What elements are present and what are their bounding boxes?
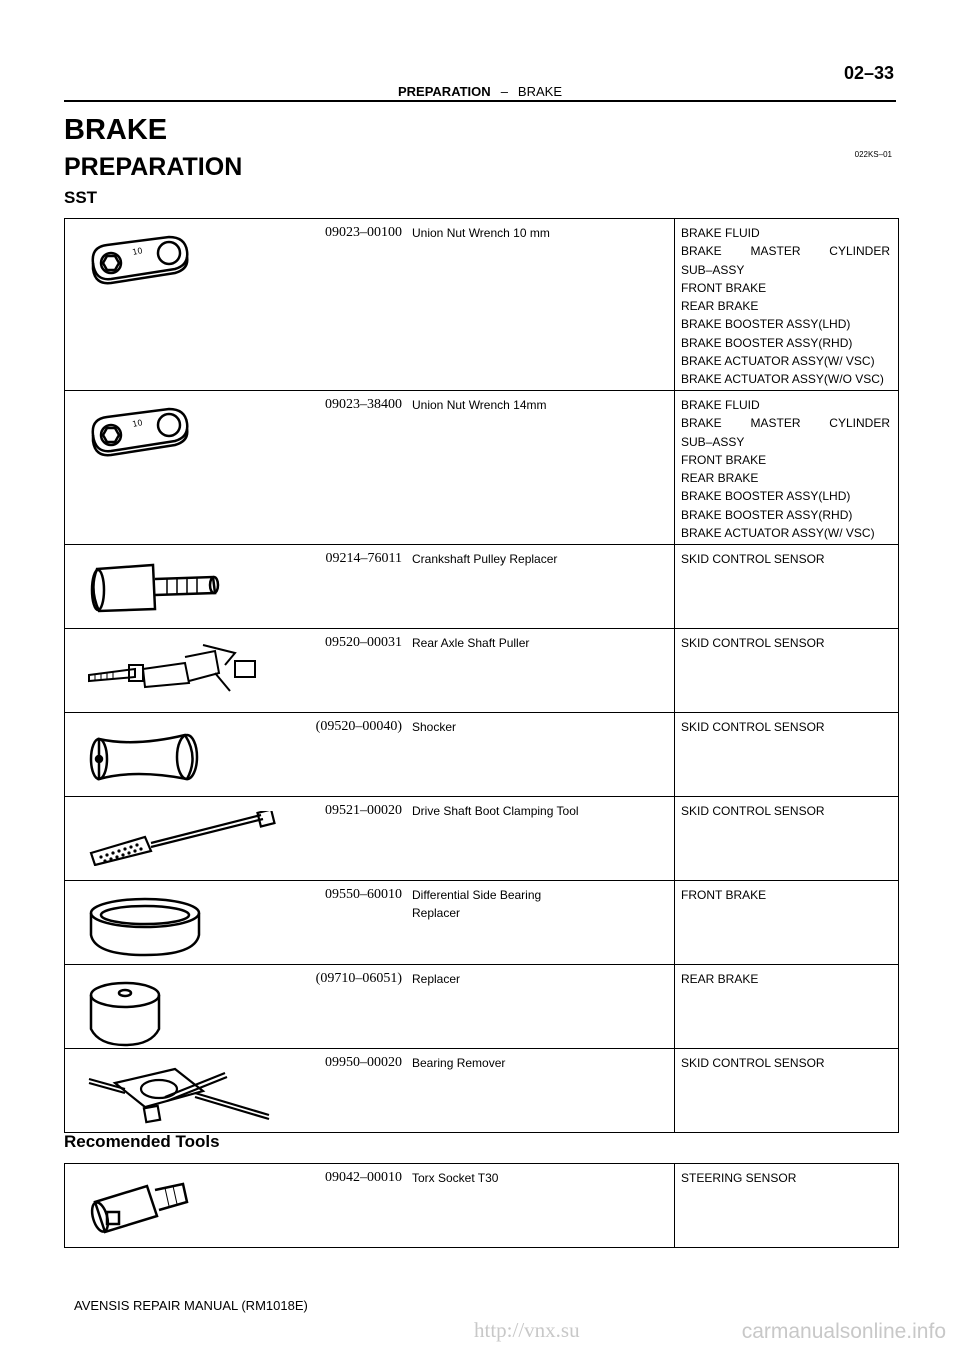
tool-name-cell: [410, 391, 675, 545]
watermark-left: http://vnx.su: [474, 1318, 580, 1342]
usage-line: REAR BRAKE: [681, 299, 759, 314]
svg-text:10: 10: [131, 418, 144, 429]
part-number: 09521–00020: [325, 803, 402, 818]
union-nut-wrench-icon: [85, 405, 195, 465]
tool-name-cell: [410, 713, 675, 797]
tool-illustration-cell: [65, 797, 411, 881]
usage-line: BRAKE BOOSTER ASSY(RHD): [681, 507, 853, 522]
table-row: [65, 629, 899, 713]
tool-name-line: Replacer: [412, 972, 461, 986]
usage-line: FRONT BRAKE: [681, 452, 767, 467]
usage-line: BRAKE BOOSTER ASSY(LHD): [681, 489, 851, 504]
usage-line: SKID CONTROL SENSOR: [681, 552, 825, 566]
usage-line: STEERING SENSOR: [681, 1171, 797, 1185]
table-row: [65, 713, 899, 797]
tool-name-line: Shocker: [412, 720, 457, 734]
replacer-cylinder-icon: [85, 979, 165, 1054]
usage-line: REAR BRAKE: [681, 471, 759, 486]
usage-cell: [675, 545, 899, 629]
part-number: (09520–00040): [315, 719, 402, 734]
recommended-heading: Recomended Tools: [64, 1132, 220, 1151]
tool-illustration-cell: [65, 1049, 411, 1133]
header-subsection: BRAKE: [517, 84, 562, 99]
tool-name-line: Differential Side Bearing: [412, 888, 542, 902]
sst-table: [64, 218, 899, 1133]
union-nut-wrench-icon: [85, 233, 195, 293]
usage-line: SKID CONTROL SENSOR: [681, 804, 825, 818]
tool-illustration-cell: [65, 545, 411, 629]
tool-name-cell: [410, 965, 675, 1049]
page-title: BRAKE: [64, 114, 168, 146]
tool-illustration-cell: [65, 1164, 411, 1248]
usage-line: BRAKE ACTUATOR ASSY(W/O VSC): [681, 372, 884, 387]
usage-line: FRONT BRAKE: [681, 888, 767, 902]
axle-shaft-puller-icon: [85, 643, 260, 703]
tool-name-line: Rear Axle Shaft Puller: [412, 636, 530, 650]
usage-cell: [675, 965, 899, 1049]
shocker-icon: [85, 727, 205, 792]
usage-cell: [675, 797, 899, 881]
usage-line: SKID CONTROL SENSOR: [681, 636, 825, 650]
usage-line: BRAKE FLUID: [681, 398, 760, 412]
tool-name-cell: [410, 219, 675, 391]
tool-name-line: Torx Socket T30: [412, 1171, 499, 1185]
usage-cell: [675, 881, 899, 965]
page-number: 02–33: [843, 63, 894, 83]
table-row: [65, 965, 899, 1049]
tool-illustration-cell: [65, 629, 411, 713]
usage-line: BRAKE MASTER CYLINDER: [681, 416, 890, 431]
usage-line: BRAKE ACTUATOR ASSY(W/ VSC): [681, 354, 875, 369]
boot-clamping-tool-icon: [85, 811, 285, 871]
part-number: 09550–60010: [325, 887, 402, 902]
tool-illustration-cell: [65, 965, 411, 1049]
table-row: [65, 881, 899, 965]
header-separator: –: [500, 84, 508, 99]
table-row: [65, 391, 899, 545]
watermark-right: carmanualsonline.info: [741, 1320, 946, 1343]
usage-line: BRAKE FLUID: [681, 226, 760, 240]
tool-illustration-cell: [65, 713, 411, 797]
running-header: [0, 84, 960, 99]
header-section: PREPARATION: [397, 84, 491, 99]
tool-illustration-cell: [65, 881, 411, 965]
bearing-remover-icon: [85, 1063, 275, 1133]
usage-cell: [675, 1164, 899, 1248]
part-number: 09950–00020: [325, 1055, 402, 1070]
part-number: 09023–38400: [325, 397, 402, 412]
usage-cell: [675, 219, 899, 391]
usage-line: BRAKE BOOSTER ASSY(RHD): [681, 335, 853, 350]
pulley-replacer-icon: [85, 559, 225, 619]
part-number: 09042–00010: [325, 1170, 402, 1185]
tool-name-cell: [410, 1164, 675, 1248]
tool-name-cell: [410, 1049, 675, 1133]
footer-text: AVENSIS REPAIR MANUAL (RM1018E): [74, 1298, 308, 1313]
tool-name-line: Union Nut Wrench 10 mm: [412, 226, 550, 240]
header-rule: [64, 100, 896, 102]
sst-heading: SST: [64, 188, 98, 207]
recommended-table: [64, 1163, 899, 1248]
svg-text:10: 10: [131, 246, 144, 257]
usage-line: SKID CONTROL SENSOR: [681, 720, 825, 734]
usage-line: BRAKE BOOSTER ASSY(LHD): [681, 317, 851, 332]
tool-name-line: Union Nut Wrench 14mm: [412, 398, 547, 412]
torx-socket-icon: [85, 1178, 195, 1243]
usage-line: SKID CONTROL SENSOR: [681, 1056, 825, 1070]
usage-cell: [675, 713, 899, 797]
usage-line: BRAKE ACTUATOR ASSY(W/ VSC): [681, 526, 875, 541]
bearing-ring-icon: [85, 895, 205, 965]
tool-name-cell: [410, 545, 675, 629]
part-number: (09710–06051): [315, 971, 402, 986]
part-number: 09214–76011: [325, 551, 402, 566]
tool-illustration-cell: [65, 219, 411, 391]
usage-line: REAR BRAKE: [681, 972, 759, 986]
part-number: 09023–00100: [325, 225, 402, 240]
table-row: [65, 545, 899, 629]
tool-name-cell: [410, 797, 675, 881]
document-code: 022KS–01: [854, 150, 892, 159]
usage-line: SUB–ASSY: [681, 262, 745, 277]
usage-line: BRAKE MASTER CYLINDER: [681, 244, 890, 259]
table-row: [65, 219, 899, 391]
usage-line: SUB–ASSY: [681, 434, 745, 449]
tool-name-line: Crankshaft Pulley Replacer: [412, 552, 558, 566]
usage-cell: [675, 1049, 899, 1133]
tool-name-cell: [410, 881, 675, 965]
tool-name-line: Bearing Remover: [412, 1056, 506, 1070]
usage-cell: [675, 629, 899, 713]
table-row: [65, 1164, 899, 1248]
table-row: [65, 1049, 899, 1133]
tool-name-cell: [410, 629, 675, 713]
page-subtitle: PREPARATION: [64, 153, 243, 181]
tool-illustration-cell: [65, 391, 411, 545]
table-row: [65, 797, 899, 881]
usage-line: FRONT BRAKE: [681, 280, 767, 295]
part-number: 09520–00031: [325, 635, 402, 650]
usage-cell: [675, 391, 899, 545]
tool-name-line: Drive Shaft Boot Clamping Tool: [412, 804, 579, 818]
tool-name-line: Replacer: [412, 906, 461, 920]
